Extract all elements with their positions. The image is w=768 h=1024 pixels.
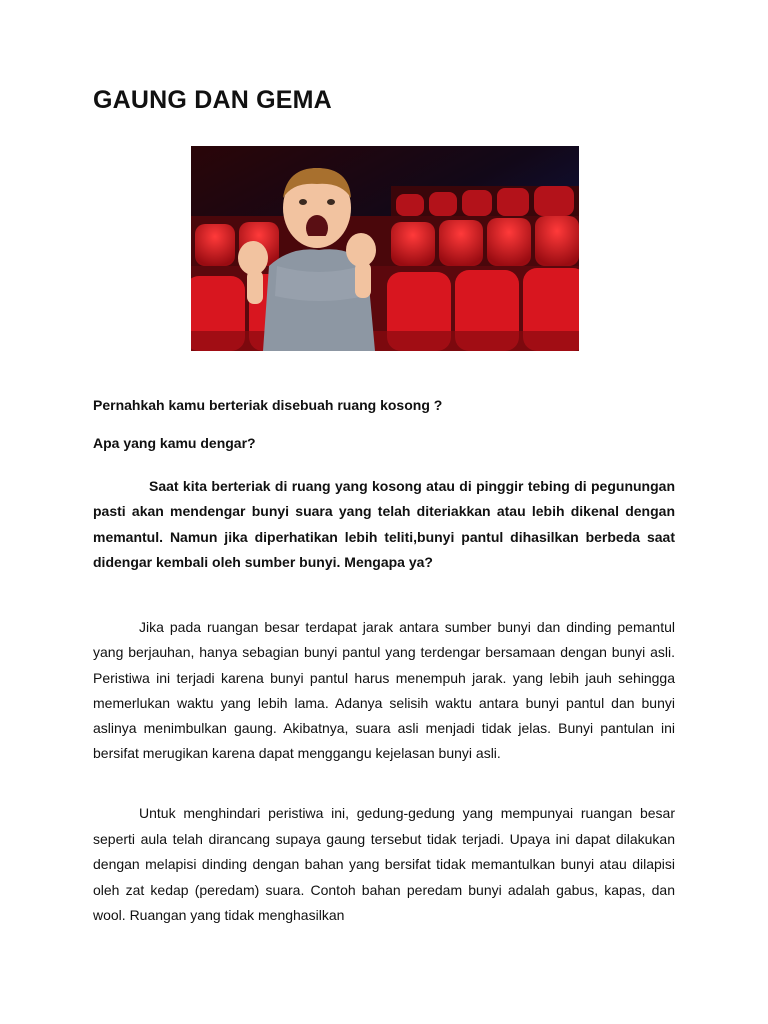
screaming-boy-photo [191,146,579,351]
document-title: GAUNG DAN GEMA [93,86,332,114]
photo-illustration [191,146,579,351]
paragraph-intro: Saat kita berteriak di ruang yang kosong atau di pinggir tebing di pegunungan pasti akan mendengar bunyi suara yang telah diteriakkan atau lebih dikenal dengan memantul. Namun jika diperhatikan lebih teliti,bunyi pantul dihasilkan berbeda saat didengar kembali oleh sumber bunyi. Mengapa ya? [93,478,675,571]
paragraph-prevention: Untuk menghindari peristiwa ini, gedung-gedung yang mempunyai ruangan besar seperti aula telah dirancang supaya gaung tersebut tidak terjadi. Upaya ini dapat dilakukan dengan melapisi dinding dengan bahan yang bersifat tidak memantulkan bunyi atau dilapisi oleh zat kedap (peredam) suara. Contoh bahan peredam bunyi adalah gabus, kapas, dan wool. Ruangan yang tidak menghasilkan [93,805,675,924]
question-2: Apa yang kamu dengar? [93,435,256,451]
question-1: Pernahkah kamu berteriak disebuah ruang kosong ? [93,397,443,413]
paragraph-gaung: Jika pada ruangan besar terdapat jarak antara sumber bunyi dan dinding pemantul yang berjauhan, hanya sebagian bunyi pantul yang terdengar bersamaan dengan bunyi asli. Peristiwa ini terjadi karena bunyi pantul harus menempuh jarak. yang lebih jauh sehingga memerlukan waktu yang lebih lama. Adanya selisih waktu antara bunyi pantul dan bunyi aslinya menimbulkan gaung. Akibatnya, suara asli menjadi tidak jelas. Bunyi pantulan ini bersifat merugikan karena dapat menggangu kejelasan bunyi asli. [93,619,675,762]
